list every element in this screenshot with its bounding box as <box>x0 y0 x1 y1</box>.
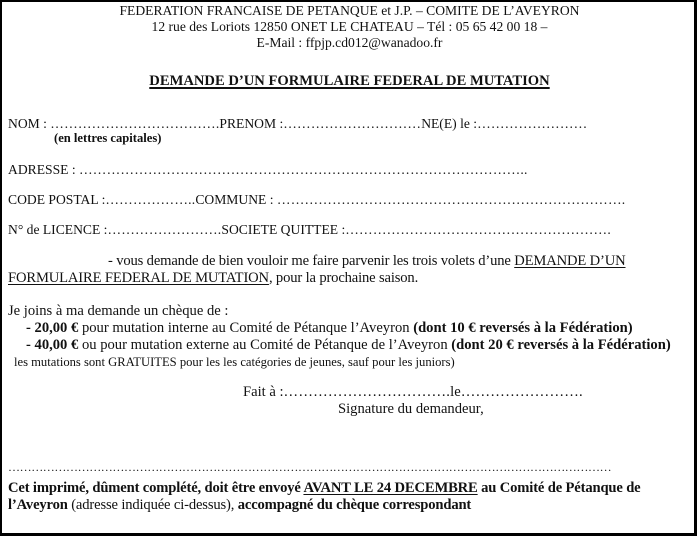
birthdate-field[interactable]: …………………… <box>477 116 588 131</box>
le-label: le <box>450 384 461 400</box>
header-address: 12 rue des Loriots 12850 ONET LE CHATEAU – Tél : 05 65 42 00 18 – <box>151 19 548 34</box>
field-row-address <box>8 162 528 178</box>
footer-bold-text: au Comité de Pétanque de <box>477 480 641 496</box>
footer-bold-text: accompagné du chèque correspondant <box>237 497 472 513</box>
nom-field[interactable]: ………………………………. <box>50 116 220 131</box>
fait-label: Fait à : <box>243 384 284 400</box>
signature-place-date <box>243 384 583 401</box>
payment-text: pour mutation interne au Comité de Pétanque l’Aveyron <box>78 320 414 336</box>
footer-separator: ………………………………………………………………………………………………………………………………………… <box>8 460 612 474</box>
footer-line-1 <box>8 480 641 497</box>
societe-label: SOCIETE QUITTEE : <box>221 222 346 237</box>
payment-item-internal <box>26 320 633 337</box>
payment-intro: Je joins à ma demande un chèque de : <box>8 303 229 319</box>
page-title: DEMANDE D’UN FORMULAIRE FEDERAL DE MUTATION <box>149 73 550 89</box>
ne-label: NE(E) le : <box>421 116 478 131</box>
field-row-postal <box>8 192 625 208</box>
adresse-label: ADRESSE : <box>8 162 80 177</box>
place-field[interactable]: ……………………………. <box>283 384 451 400</box>
payment-item-external <box>26 337 671 354</box>
adresse-field[interactable]: …………………………………………………………………………………….. <box>79 162 528 177</box>
bullet-dash: - <box>26 320 35 336</box>
payment-note: (dont 10 € reversés à la Fédération) <box>413 320 633 336</box>
deadline: AVANT LE 24 DECEMBRE <box>303 480 478 496</box>
field-row-licence <box>8 222 611 238</box>
request-text: - vous demande de bien vouloir me faire parvenir les trois volets d’une <box>108 253 515 269</box>
licence-field[interactable]: ……………………. <box>107 222 222 237</box>
field-row-identity <box>8 116 587 132</box>
payment-amount: 40,00 € <box>34 337 79 353</box>
date-field[interactable]: ……………………. <box>460 384 583 400</box>
code-postal-field[interactable]: ……………….. <box>105 192 196 207</box>
prenom-label: PRENOM : <box>219 116 284 131</box>
code-postal-label: CODE POSTAL : <box>8 192 106 207</box>
footer-bold-text: Cet imprimé, dûment complété, doit être envoyé <box>8 480 304 496</box>
bullet-dash: - <box>26 337 35 353</box>
request-underlined-2: FORMULAIRE FEDERAL DE MUTATION <box>8 270 269 286</box>
request-line-2 <box>8 270 418 287</box>
request-underlined-1: DEMANDE D’UN <box>514 253 626 269</box>
request-line-1 <box>108 253 626 270</box>
societe-field[interactable]: …………………………………………………. <box>345 222 611 237</box>
free-mutation-note: les mutations sont GRATUITES pour les les catégories de jeunes, sauf pour les juniors) <box>14 355 455 369</box>
prenom-field[interactable]: ………………………… <box>283 116 422 131</box>
payment-note: (dont 20 € reversés à la Fédération) <box>451 337 671 353</box>
nom-label: NOM : <box>8 116 51 131</box>
commune-field[interactable]: …………………………………………………………………. <box>276 192 626 207</box>
signature-label: Signature du demandeur, <box>338 401 484 417</box>
payment-amount: 20,00 € <box>34 320 79 336</box>
commune-label: COMMUNE : <box>195 192 277 207</box>
header-email: E-Mail : ffpjp.cd012@wanadoo.fr <box>256 35 443 50</box>
payment-text: ou pour mutation externe au Comité de Pétanque de l’Aveyron <box>78 337 452 353</box>
footer-bold-text: l’Aveyron <box>8 497 68 513</box>
footer-line-2 <box>8 497 471 514</box>
capitals-note: (en lettres capitales) <box>54 131 162 145</box>
header-federation: FEDERATION FRANCAISE DE PETANQUE et J.P. – COMITE DE L’AVEYRON <box>119 3 580 18</box>
licence-label: N° de LICENCE : <box>8 222 108 237</box>
request-text-after: , pour la prochaine saison. <box>268 270 419 286</box>
footer-normal-text: (adresse indiquée ci-dessus), <box>67 497 238 513</box>
